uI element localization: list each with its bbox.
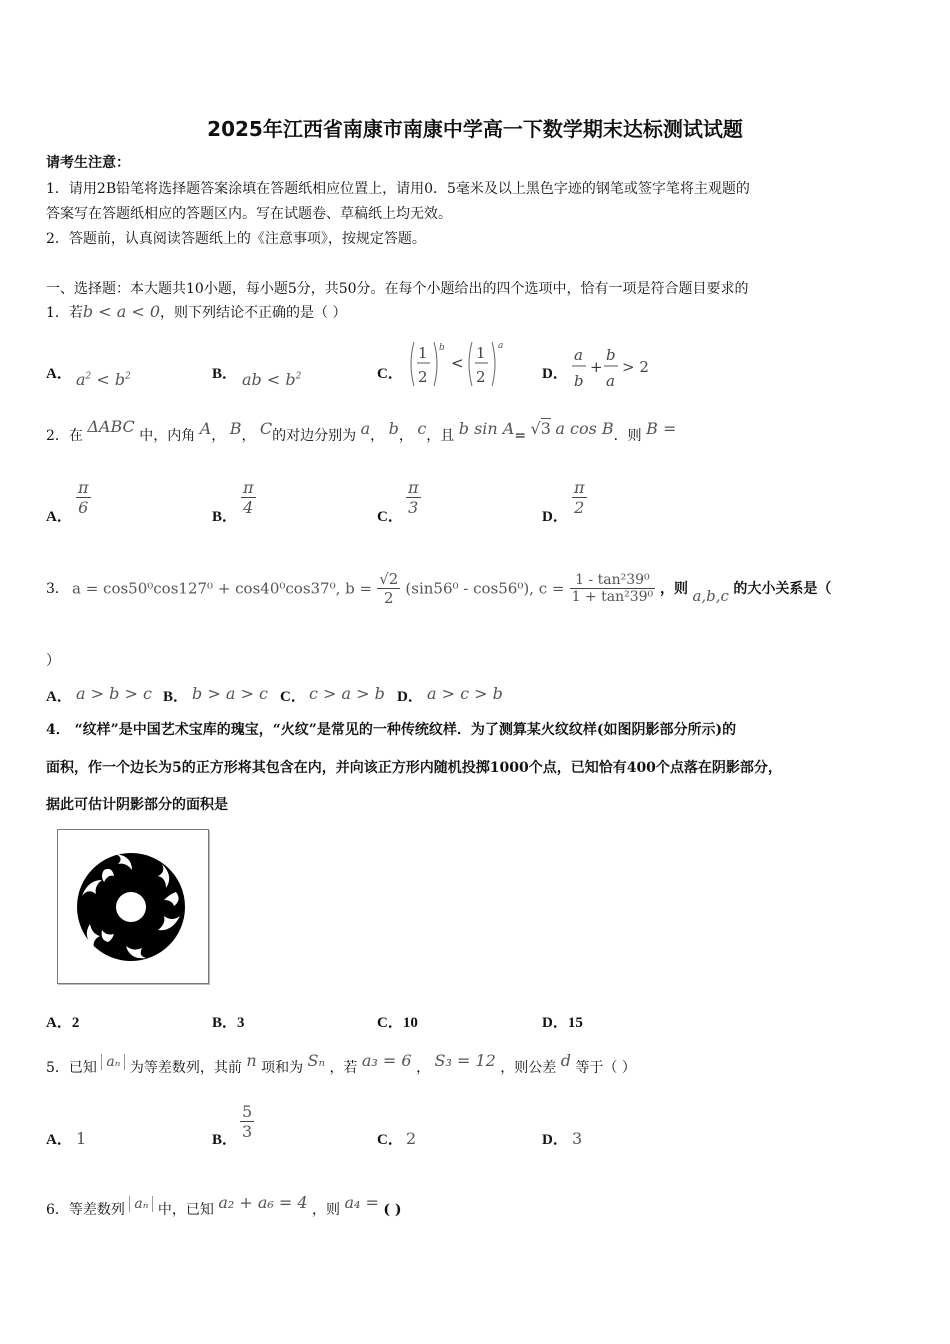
- q2-option-b-label: B．: [212, 509, 238, 525]
- q5-a3: a₃ = 6: [361, 1051, 412, 1070]
- svg-text:1: 1: [418, 344, 428, 362]
- q3-option-c: c > a > b: [309, 684, 385, 703]
- q2-comma-2: ，: [241, 428, 256, 444]
- q2-option-d-num: π: [574, 478, 585, 497]
- q3-after: ，则: [660, 581, 688, 597]
- notice-heading: 请考生注意：: [46, 155, 130, 171]
- q5-option-c-label: C．: [377, 1132, 403, 1148]
- question-1-suffix: ，则下列结论不正确的是（ ）: [160, 305, 347, 321]
- q4-option-c: C．10: [377, 1015, 418, 1031]
- q5-text-1: 为等差数列，其前: [129, 1060, 242, 1076]
- q2-option-d-den: 2: [574, 498, 585, 517]
- q1-option-a-label: A．: [46, 366, 72, 382]
- q2-side-b: b: [388, 419, 399, 438]
- question-2: [46, 417, 677, 445]
- q3-option-a: a > b > c: [76, 684, 152, 703]
- q3-vars: a,b,c: [692, 587, 729, 605]
- q3-sqrt2: √2: [379, 570, 399, 588]
- q5-sequence: aₙ: [101, 1054, 125, 1070]
- q4-line-1: 4． “纹样”是中国艺术宝库的瑰宝，“火纹”是常见的一种传统纹样．为了测算某火纹纹样(如图阴影部分所示)的: [46, 722, 737, 738]
- q1-option-b: ab < $b^2$: [242, 370, 302, 389]
- q1-option-d: [570, 340, 650, 396]
- svg-text:2: 2: [418, 368, 428, 386]
- q2-text-1: 中，内角: [139, 428, 196, 444]
- q4-option-d: D．15: [542, 1015, 583, 1031]
- q1-option-b-label: B．: [212, 366, 238, 382]
- q2-text-4: ．则: [613, 428, 642, 444]
- q5-n: n: [246, 1051, 257, 1070]
- q2-side-c: c: [417, 419, 427, 438]
- q2-option-b-den: 4: [243, 498, 254, 517]
- q1-option-c-formula: [406, 338, 506, 390]
- q2-angle-b: B: [229, 419, 242, 438]
- q2-option-a-den: 6: [78, 498, 89, 517]
- q5-option-b: [240, 1102, 254, 1141]
- q1-option-a: $a^2 < b^2$: [76, 370, 131, 389]
- q5-option-b-den: 3: [242, 1122, 253, 1141]
- section-heading: 一、选择题：本大题共10小题，每小题5分，共50分。在每个小题给出的四个选项中，恰有一项是符合题目要求的: [46, 281, 749, 297]
- q5-text-5: 等于（ ）: [575, 1060, 636, 1076]
- q1-option-d-label: D．: [542, 366, 568, 382]
- q2-option-d: [572, 478, 587, 517]
- q1-option-c-label: C．: [377, 366, 403, 382]
- page-title: 2025年江西省南康市南康中学高一下数学期末达标测试试题: [207, 117, 743, 141]
- q6-text-2: ，则: [312, 1202, 341, 1218]
- svg-text:b: b: [606, 346, 616, 364]
- q3-close-paren: ）: [46, 653, 60, 669]
- q6-sequence: aₙ: [129, 1196, 153, 1212]
- q2-comma-4: ，: [398, 428, 413, 444]
- q2-equation-right: a cos B: [555, 419, 614, 438]
- q6-text-1: 中，已知: [157, 1202, 214, 1218]
- q2-triangle: ΔABC: [87, 417, 135, 436]
- q1-option-c: [406, 338, 506, 394]
- q3-tail-text: 的大小关系是（: [733, 581, 832, 597]
- q5-option-b-num: 5: [242, 1102, 253, 1121]
- question-1-prefix: 1．若: [46, 305, 83, 321]
- q2-equation-left: b sin A: [458, 419, 515, 438]
- q3-option-a-label: A．: [46, 689, 72, 705]
- q5-option-d: 3: [572, 1129, 583, 1148]
- q3-two: 2: [383, 589, 394, 607]
- q6-condition: a₂ + a₆ = 4: [218, 1193, 308, 1212]
- q3-frac-den: 1 + tan²39⁰: [571, 589, 654, 605]
- q4-option-b: B．3: [212, 1015, 245, 1031]
- q6-paren: ( ): [383, 1202, 402, 1218]
- q4-line-2: 面积，作一个边长为5的正方形将其包含在内，并向该正方形内随机投掷1000个点，已知恰有400个点落在阴影部分，: [46, 760, 782, 776]
- q2-option-a: [76, 478, 91, 517]
- q2-option-d-label: D．: [542, 509, 568, 525]
- q6-ask: a₄ =: [344, 1193, 379, 1212]
- question-6: [46, 1193, 402, 1219]
- q4-option-a: A．2: [46, 1015, 80, 1031]
- q2-angle-a: A: [199, 419, 212, 438]
- q2-sqrt3: √3: [530, 419, 551, 438]
- q2-comma-3: ，: [370, 428, 385, 444]
- q2-angle-c: C: [259, 419, 273, 438]
- question-5: [46, 1051, 636, 1077]
- q2-option-a-num: π: [78, 478, 89, 497]
- q2-text-3: ，且: [426, 428, 455, 444]
- svg-text:b: b: [574, 372, 584, 390]
- svg-text:> 2: > 2: [622, 358, 649, 376]
- q4-line-3: 据此可估计阴影部分的面积是: [46, 797, 228, 813]
- q3-option-d-label: D．: [397, 689, 423, 705]
- q3-expression: [72, 570, 655, 607]
- q2-option-c-den: 3: [408, 498, 419, 517]
- svg-text:1: 1: [476, 344, 486, 362]
- question-1-condition: b < a < 0: [82, 302, 161, 321]
- q3-option-d: a > c > b: [427, 684, 503, 703]
- q3-option-b-label: B．: [163, 689, 189, 705]
- svg-text:a: a: [606, 372, 615, 390]
- q2-comma-1: ，: [211, 428, 226, 444]
- q5-option-a: 1: [76, 1129, 87, 1148]
- q5-s3: S₃ = 12: [434, 1051, 496, 1070]
- notice-item-2: 2．答题前，认真阅读答题纸上的《注意事项》，按规定答题。: [46, 231, 426, 247]
- q5-text-3: ，若: [329, 1060, 358, 1076]
- q2-equals: =: [514, 428, 527, 444]
- q1-option-d-formula: [570, 340, 650, 392]
- q3-tail: [660, 578, 832, 605]
- q2-option-b: [241, 478, 256, 517]
- q5-option-b-label: B．: [212, 1132, 238, 1148]
- q3-option-b: b > a > c: [192, 684, 268, 703]
- q2-option-c-num: π: [408, 478, 419, 497]
- q3-frac-num: 1 - tan²39⁰: [570, 572, 656, 589]
- fire-pattern-image: [58, 830, 208, 983]
- q6-prefix: 6．等差数列: [46, 1202, 125, 1218]
- q3-expr-a: a = cos50⁰cos127⁰ + cos40⁰cos37⁰, b =: [72, 579, 373, 598]
- notice-item-1-line-2: 答案写在答题纸相应的答题区内。写在试题卷、草稿纸上均无效。: [46, 206, 452, 222]
- q3-number: 3．: [46, 581, 69, 597]
- svg-text:a: a: [574, 346, 583, 364]
- q2-option-c: [406, 478, 421, 517]
- q2-side-a: a: [360, 419, 371, 438]
- q2-prefix: 2．在: [46, 428, 83, 444]
- q5-text-4: ，则公差: [500, 1060, 557, 1076]
- svg-text:2: 2: [476, 368, 486, 386]
- q5-option-a-label: A．: [46, 1132, 72, 1148]
- svg-text:+: +: [590, 358, 603, 376]
- q5-d: d: [560, 1051, 571, 1070]
- q2-option-b-num: π: [243, 478, 254, 497]
- q5-sn: Sₙ: [307, 1051, 325, 1070]
- q2-option-a-label: A．: [46, 509, 72, 525]
- q2-text-2: 的对边分别为: [272, 428, 357, 444]
- question-1: [46, 302, 347, 322]
- svg-text:b: b: [439, 343, 445, 353]
- q3-expr-b: (sin56⁰ - cos56⁰), c =: [405, 579, 565, 598]
- svg-text:<: <: [451, 354, 464, 372]
- q5-prefix: 5．已知: [46, 1060, 97, 1076]
- notice-item-1-line-1: 1．请用2B铅笔将选择题答案涂填在答题纸相应位置上，请用0．5毫米及以上黑色字迹的钢笔或签字笔将主观题的: [46, 181, 750, 197]
- svg-text:a: a: [498, 341, 504, 351]
- q2-option-c-label: C．: [377, 509, 403, 525]
- q3-option-c-label: C．: [280, 689, 306, 705]
- q5-option-d-label: D．: [542, 1132, 568, 1148]
- fire-pattern-figure: [57, 829, 209, 984]
- q5-comma: ，: [416, 1060, 431, 1076]
- q2-ask: B =: [646, 419, 677, 438]
- q5-text-2: 项和为: [261, 1060, 304, 1076]
- q5-option-c: 2: [406, 1129, 417, 1148]
